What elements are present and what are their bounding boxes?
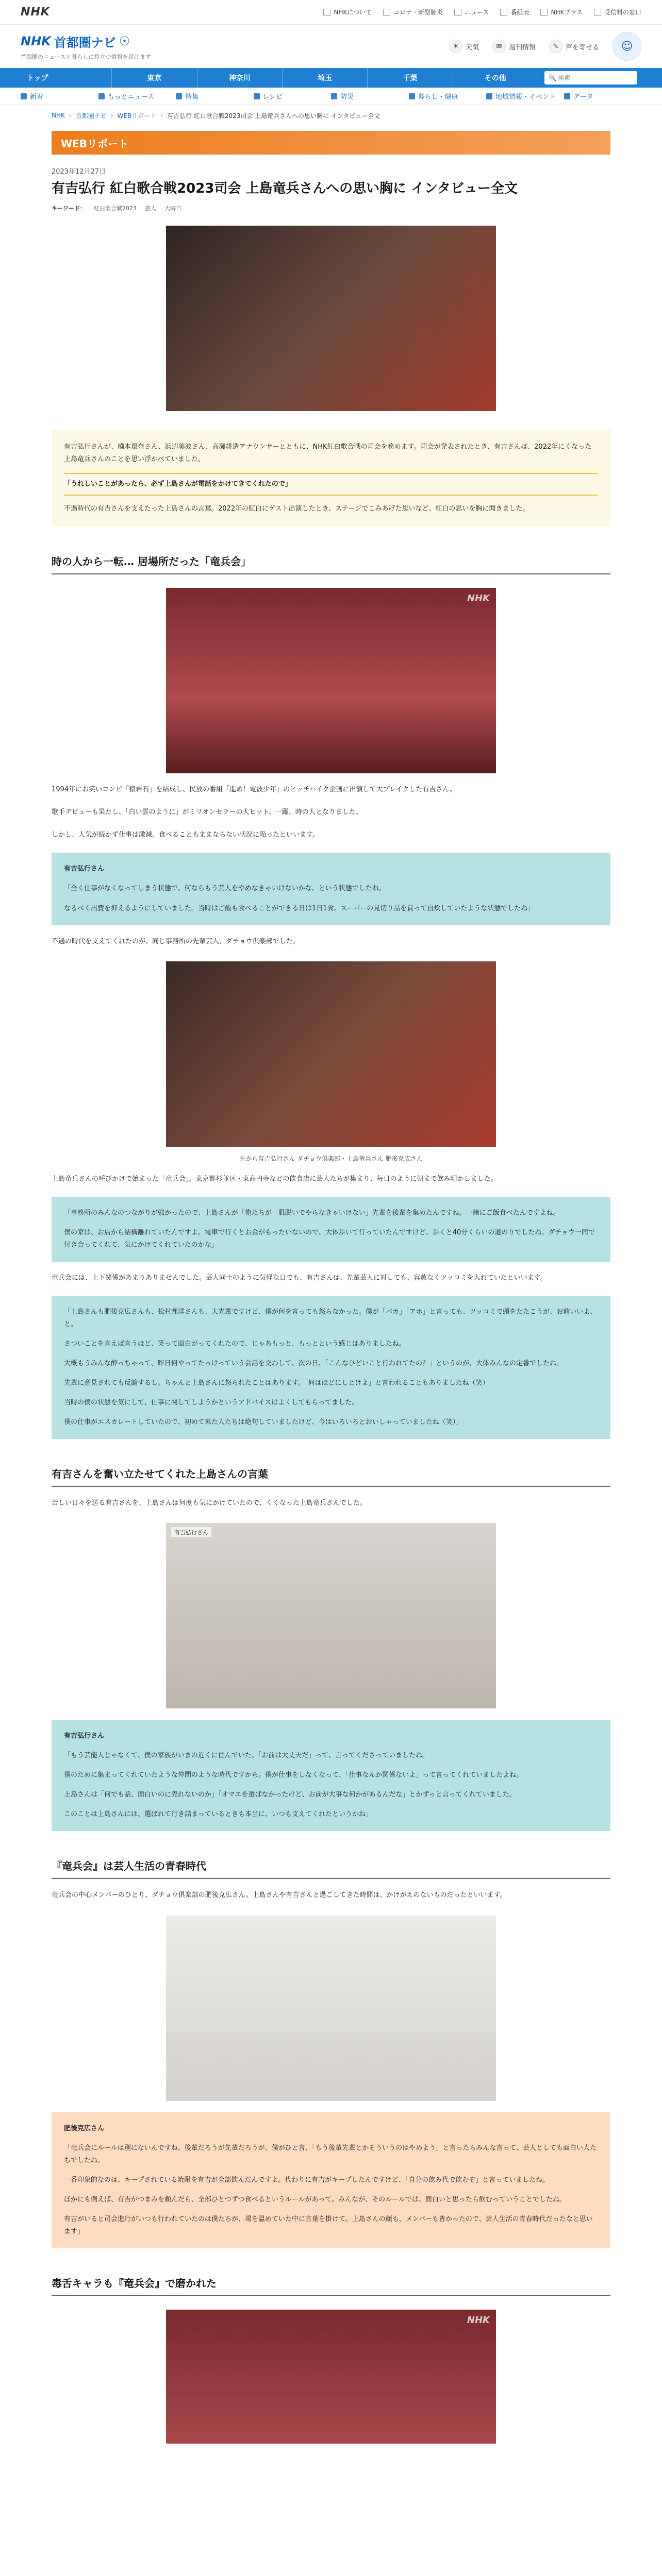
search-box (538, 68, 641, 88)
top-link-program[interactable]: 番組表 (500, 8, 529, 16)
subnav-events[interactable]: 地域情報・イベント (486, 91, 564, 101)
body-paragraph: 竜兵会の中心メンバーのひとり、ダチョウ倶楽部の肥後克広さん。上島さんや有吉さんと過ごしてきた時間は、かけがえのないものだったといいます。 (52, 1891, 507, 1900)
photo-caption: 左から有吉弘行さん ダチョウ倶楽部・上島竜兵さん 肥後克広さん (239, 1155, 423, 1162)
subnav-new[interactable]: 新着 (21, 91, 98, 101)
search-icon: 🔍 (548, 74, 556, 81)
breadcrumb-webreport[interactable]: WEBリポート (117, 112, 157, 120)
nav-other[interactable]: その他 (453, 68, 538, 88)
article-date: 2023年12月27日 (52, 168, 106, 176)
breadcrumb-nhk[interactable]: NHK (52, 112, 65, 119)
quote-text: ほかにも例えば、有吉がつまみを頼んだら、全部ひとつずつ食べるというルールがあって。みんなが、そのルールでは、面白いと思ったら飲むっていうことでしたね。 (64, 2195, 566, 2204)
quote-text: なるべく出費を抑えるようにしていました。当時はご飯も食べることができる日は1日1食。スーパーの見切り品を買って自炊していたような状態でしたね」 (64, 904, 535, 912)
quote-text: 「全く仕事がなくなってしまう状態で、何ならもう芸人をやめなきゃいけないかな、という状態でしたね。 (64, 885, 386, 893)
sun-icon: ☀ (449, 40, 462, 53)
breadcrumb-navi[interactable]: 首都圏ナビ (75, 112, 107, 120)
body-paragraph: 苦しい日々を送る有吉さんを、上島さんは何度も気にかけていたので、くくなった上島竜兵さんでした。 (52, 1499, 367, 1507)
quote-text: 有吉がいると司会進行がいつも行われていたのは僕たちが、場を温めていた中に言葉を掛けて。上島さんの顔も、メンバーも皆かったので、芸人生活の青春時代だったなと思います」 (64, 2215, 593, 2235)
section-label: WEBリポート (52, 131, 610, 155)
quote-text: 大概もうみんな酔っちゃって、昨日何やってたっけっていう会話を交わして、次の日、「こんなひどいこと行われてたの？」というのが、大体みんなの定番でしたね。 (64, 1359, 563, 1367)
quote-text: 当時の僕の状態を気にして、仕事に関してしようかというアドバイスはよくしてもらってました。 (64, 1399, 359, 1407)
news-icon (454, 9, 461, 16)
section-heading: 『竜兵会』は芸人生活の青春時代 (52, 1858, 610, 1879)
pencil-icon: ✎ (549, 40, 562, 53)
body-paragraph: 上島竜兵さんの呼びかけで始まった「竜兵会」。東京都杉並区・東高円寺などの飲食店に芸人たちが集まり、毎日のように朝まで飲み明かしました。 (52, 1175, 498, 1183)
recipe-icon (254, 93, 260, 99)
breadcrumb-separator: › (110, 112, 113, 119)
brand[interactable] (21, 32, 151, 61)
breadcrumb-current: 有吉弘行 紅白歌合戦2023司会 上島竜兵さんへの思い胸に インタビュー全文 (167, 112, 380, 120)
nhk-watermark: NHK (467, 2314, 490, 2326)
top-link-covid[interactable]: コロナ・新型肺炎 (383, 8, 443, 16)
keyword-tag[interactable]: 大晦日 (164, 205, 181, 212)
body-paragraph: しかし、人気が続かず仕事は激減。食べることもままならない状況に陥ったといいます。 (52, 831, 319, 839)
search-input[interactable] (544, 71, 637, 84)
body-paragraph: 1994年にお笑いコンビ「猿岩石」を結成し、民放の番組「進め！電波少年」のヒッチハイク企画に出演して大ブレイクした有吉さん。 (52, 786, 457, 794)
quote-text: 「上島さんも肥後克広さんも、松村邦洋さんも、大先輩ですけど、僕が何を言っても怒らなかった。僕が「バカ」「アホ」と言っても、ツッコミで頭をたたこうが、お前いいよ、と。 (64, 1308, 597, 1328)
top-link-fee[interactable]: 受信料の窓口 (594, 8, 641, 16)
quote-box (52, 853, 610, 925)
section-heading: 毒舌キャラも『竜兵会』で磨かれた (52, 2275, 610, 2296)
top-link-news[interactable]: ニュース (454, 8, 489, 16)
nav-top[interactable]: トップ (21, 68, 112, 88)
subnav-life[interactable]: 暮らし・健康 (409, 91, 487, 101)
subnav-data[interactable]: データ (564, 91, 642, 101)
top-bar (0, 0, 662, 25)
body-paragraph: 不遇の時代を支えてくれたのが、同じ事務所の先輩芸人、ダチョウ倶楽部でした。 (52, 937, 300, 945)
keywords (52, 204, 610, 212)
photo-ariyoshi-seat (166, 588, 496, 773)
quote-text: 僕のために集まってくれていたような仲間のような時代ですから。僕が仕事をしなくなって、「仕事なんか関係ないよ」って言ってくれていましたよね。 (64, 1771, 523, 1780)
top-links (323, 8, 641, 16)
quote-text: 上島さんは「何でも話、面白いのに売れないのか」「オマエを選ばなかったけど、お前が大事な何かがあるんだな」とかずっと言ってくれていました。 (64, 1791, 516, 1799)
article-container (52, 131, 610, 2444)
quote-text: 「もう芸能人じゃなくて、僕の家族がいまの近くに住んでいた。「お前は大丈夫だ」って、言ってくださっていましたね。 (64, 1752, 429, 1760)
photo-ariyoshi-chair (166, 1523, 496, 1708)
mascot-icon[interactable]: ☺ (613, 32, 641, 61)
quote-text: 「竜兵会にルールは別にないんですね。後輩だろうが先輩だろうが、僕がひと言、「もう後輩先輩とかそういうのはやめよう」と言ったらみんな言って、芸人としても面白い人たちでしたね。 (64, 2144, 597, 2164)
main-nav (0, 68, 662, 88)
quote-text: 僕の仕事がエスカレートしていたので、初めて来た人たちは絶句していましたけど、今はいろいろとおいしゃっていましたね（笑）」 (64, 1418, 463, 1427)
subnav-recipe[interactable]: レシピ (254, 91, 332, 101)
breadcrumb (0, 105, 662, 126)
quote-text: 一番印象的なのは、キープされている焼酎を有吉が全部飲んだんですよ。代わりに有吉がキープしたんですけど、「自分の飲み代で飲むぞ」と言っていましたね。 (64, 2176, 550, 2184)
brand-subtitle: 首都圏のニュースと暮らしに役立つ情報を届けます (21, 53, 151, 60)
subnav-more-news[interactable]: もっとニュース (98, 91, 176, 101)
subnav-feature[interactable]: 特集 (176, 91, 254, 101)
section-heading: 時の人から一転… 居場所だった「竜兵会」 (52, 553, 610, 574)
list-icon (98, 93, 105, 99)
yen-icon (594, 9, 601, 16)
top-link-about[interactable]: NHKについて (323, 8, 372, 16)
nhk-logo[interactable]: NHK (21, 6, 50, 19)
quote-text: さついことを言えば言うほど、笑って面白がってくれたので、じゃあもっと、もっとという感じはありましたね。 (64, 1340, 406, 1348)
hero-photo (166, 226, 496, 411)
quote-text: 「事務所のみんなのつながりが強かったので、上島さんが「俺たちが一肌脱いでやらなきゃいけない」先輩を後輩を集めたんですね。一緒にご飯食べたんですよね。 (64, 1209, 560, 1217)
quote-text: 僕の家は、お店から結構離れていたんですよ。電車で行くとお金がもったいないので、大体歩いて行っていたんですけど、歩くと40分くらいの道のりでしたね。ダチョウ一同で付き合ってくれて、気にかけてくれていたのかな」 (64, 1228, 595, 1249)
new-icon (21, 93, 27, 99)
sub-nav (0, 88, 662, 105)
weekly-link[interactable]: ✉ 週刊情報 (492, 40, 536, 53)
weather-link[interactable]: ☀ 天気 (449, 40, 479, 53)
nav-tokyo[interactable]: 東京 (112, 68, 197, 88)
lead-box (52, 430, 610, 527)
body-paragraph: 竜兵会には、上下関係があまりありませんでした。芸人同士のように気軽な日でも、有吉さんは、先輩芸人に対しても、容赦なくツッコミを入れていたといいます。 (52, 1274, 547, 1282)
alert-icon (383, 9, 390, 16)
subnav-disaster[interactable]: 防災 (331, 91, 409, 101)
nhk-watermark: NHK (467, 593, 490, 604)
top-link-plus[interactable]: NHKプラス (540, 8, 583, 16)
quote-speaker: 肥後克広さん (64, 2124, 105, 2132)
quote-box (52, 1720, 610, 1831)
quote-box (52, 1197, 610, 1262)
quote-box (52, 1296, 610, 1439)
shield-icon (331, 93, 337, 99)
nav-saitama[interactable]: 埼玉 (283, 68, 368, 88)
quote-speaker: 有吉弘行さん (64, 1732, 105, 1740)
photo-ariyoshi-theater (166, 2310, 496, 2444)
breadcrumb-separator: › (160, 112, 163, 119)
photo-label: 有吉弘行さん (171, 1527, 211, 1537)
quote-box (52, 2112, 610, 2248)
brand-header (0, 25, 662, 68)
article-title: 有吉弘行 紅白歌合戦2023司会 上島竜兵さんへの思い胸に インタビュー全文 (52, 181, 518, 196)
info-icon (323, 9, 330, 16)
nav-chiba[interactable]: 千葉 (368, 68, 453, 88)
brand-actions (449, 32, 641, 61)
calendar-icon (486, 93, 492, 99)
lead-highlight: 「うれしいことがあったら、必ず上島さんが電話をかけてきてくれたので」 (64, 473, 598, 496)
contact-link[interactable]: ✎ 声を寄せる (549, 40, 599, 53)
photo-ryuheikai (166, 961, 496, 1147)
breadcrumb-separator: › (69, 112, 72, 119)
photo-higo (166, 1916, 496, 2101)
quote-speaker: 有吉弘行さん (64, 865, 105, 873)
mail-icon: ✉ (492, 40, 506, 53)
play-icon (540, 9, 548, 16)
star-icon (176, 93, 182, 99)
heart-icon (409, 93, 415, 99)
chart-icon (564, 93, 570, 99)
brand-nhk: NHK (21, 34, 51, 48)
quote-text: このことは上島さんには、選ばれて行き詰まっているときも本当に、いつも支えてくれたというかね」 (64, 1810, 373, 1819)
lead-paragraph: 有吉弘行さんが、橋本環奈さん、浜辺美波さん、高瀬耕造アナウンサーとともに、NHK紅白歌合戦の司会を務めます。司会が発表されたとき、有吉さんは、2022年にくなった上島竜兵さんのことを思い浮かべていました。 (64, 443, 592, 464)
nav-kanagawa[interactable]: 神奈川 (197, 68, 283, 88)
keyword-tag[interactable]: 芸人 (145, 205, 156, 212)
brand-title (21, 32, 151, 50)
tv-icon (500, 9, 507, 16)
lead-paragraph: 不遇時代の有吉さんを支えたった上島さんの言葉。2022年の紅白にゲスト出演したとき、ステージでこみあげた思いなど、紅白の思いを胸に聞きました。 (64, 505, 529, 513)
quote-text: 先輩に意見されても反論するし。ちゃんと上島さんに怒られたことはあります。「何はほどにしとけよ」と言われることもありましたね（笑） (64, 1379, 489, 1387)
compass-icon: ☉ (119, 34, 130, 48)
section-heading: 有吉さんを奮い立たせてくれた上島さんの言葉 (52, 1466, 610, 1487)
keywords-label: キーワード： (52, 205, 86, 212)
brand-name: 首都圏ナビ (54, 35, 116, 50)
body-paragraph: 歌手デビューも果たし、「白い雲のように」がミリオンセラーの大ヒット。一躍、時の人となりました。 (52, 808, 362, 817)
keyword-tag[interactable]: 紅白歌合戦2023 (94, 205, 137, 212)
